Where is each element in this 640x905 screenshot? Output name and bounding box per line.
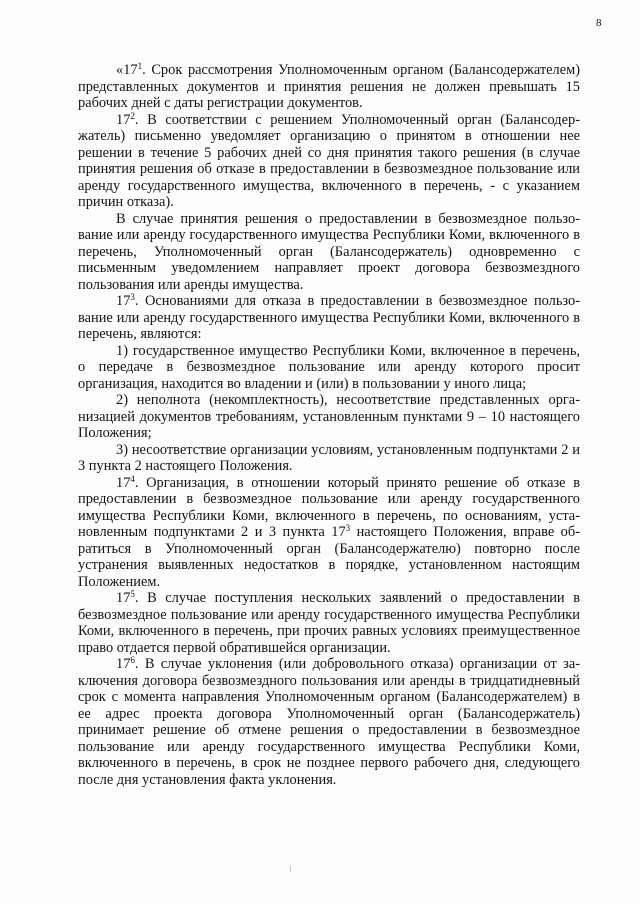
superscript: 5: [130, 589, 135, 599]
superscript: 2: [130, 110, 135, 121]
paragraph-text: . Срок рассмотрения Уполномоченным органом (Балансодержателем) представленных документов и принятия решения не должен превышать 15 рабочих дней с даты регистрации документов.: [78, 62, 580, 111]
paragraph-17-3: [78, 293, 580, 343]
paragraph-text: . Основаниями для отказа в предоставлении в безвозмездное пользование или аренду государственного имущества Республики Коми, включенного в перечень, являются:: [78, 293, 580, 342]
page-number: 8: [596, 17, 602, 29]
paragraph-number: 17: [116, 111, 131, 128]
paragraph-text: . Организация, в отношении который принято решение об отказе в предоставлении в безвозмездное пользование или аренду государственного имущества Республики Коми, включенного в перечень, по основаниям, установленным подпунктами 2 и 3 пункта 17: [78, 474, 580, 540]
superscript: 3: [130, 292, 135, 302]
paragraph-text: В случае принятия решения о предоставлении в безвозмездное пользование или аренду государственного имущества Республики Коми, включенного в перечень, Уполномоченный орган (Балансодержатель) одновременно с письменным уведомлением направляет проект договора безвозмездного пользования или аренды имущества.: [78, 210, 580, 293]
paragraph-grant-decision: [78, 211, 580, 294]
list-item-1: [78, 343, 580, 393]
paragraph-number: 17: [116, 656, 131, 672]
superscript: 4: [130, 473, 135, 484]
paragraph-text: . В соответствии с решением Уполномоченный орган (Балансодержатель) письменно уведомляет организацию о принятом в отношении нее решении в течение 5 рабочих дней со дня принятия такого решения (в случае принятия решения об отказе в предоставлении в безвозмездное пользование или аренду государственного имущества, включенного в перечень, - с указанием причин отказа).: [78, 111, 580, 210]
superscript: 1: [137, 61, 143, 71]
paragraph-text: . В случае поступления нескольких заявлений о предоставлении в безвозмездное пользование или аренду государственного имущества Республики Коми, включенного в перечень, при прочих равных условиях преимущественное право отдается первой обратившейся организации.: [78, 590, 580, 656]
list-item-3: [78, 442, 580, 475]
paragraph-text: 3) несоответствие организации условиям, установленным подпунктами 2 и 3 пункта 2 настоящего Положения.: [78, 441, 580, 474]
paragraph-17-2: [78, 112, 580, 211]
document-body: [78, 62, 580, 788]
paragraph-text: . В случае уклонения (или добровольного отказа) организации от заключения договора безвозмездного пользования или аренды в тридцатидневный срок с момента направления Уполномоченным органом (Балансодержателем) в ее адрес проекта договора Уполномоченный орган (Балансодержатель) принимает решение об отмене решения о предоставлении в безвозмездное пользование или аренду государственного имущества Республики Коми, включенного в перечень, в срок не позднее первого рабочего дня, следующего после дня установления факта уклонения.: [78, 656, 580, 788]
paragraph-number: 17: [116, 474, 131, 491]
scan-mark: [290, 866, 291, 872]
paragraph-17-5: [78, 590, 580, 656]
paragraph-number: 17: [116, 590, 131, 606]
list-item-2: [78, 392, 580, 442]
paragraph-text-continued: настоящего Положения, вправе обратиться в Уполномоченный орган (Балансодержателю) повторно после устранения выявленных недостатков в порядке, установленном настоящим Положением.: [78, 524, 580, 590]
paragraph-number: 17: [116, 293, 131, 309]
superscript: 6: [130, 655, 135, 665]
paragraph-text: 2) неполнота (некомплектность), несоответствие представленных организацией документов требованиям, установленным пунктами 9 – 10 настоящего Положения;: [78, 392, 580, 441]
superscript: 3: [345, 523, 351, 533]
paragraph-text: 1) государственное имущество Республики Коми, включенное в перечень, о передаче в безвозмездное пользование или аренду которого просит организация, находится во владении и (или) в пользовании у иного лица;: [78, 342, 580, 392]
paragraph-17-4: [78, 475, 580, 591]
paragraph-number: «17: [116, 62, 138, 78]
paragraph-17-6: [78, 656, 580, 788]
paragraph-17-1: [78, 62, 580, 112]
